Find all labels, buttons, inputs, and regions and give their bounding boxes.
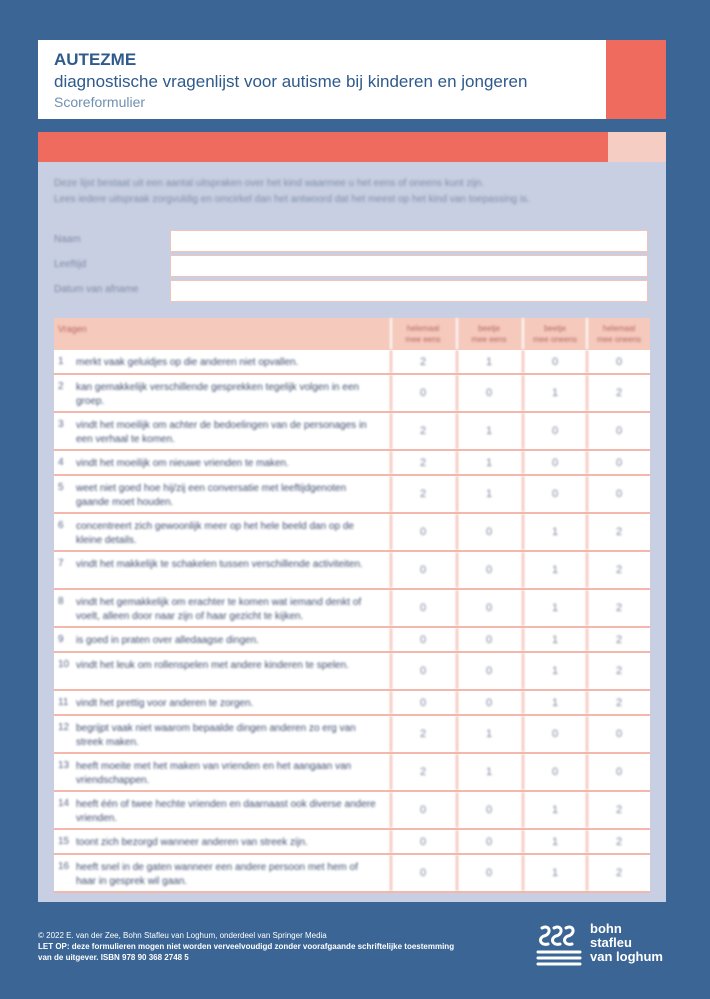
age-label: Leeftijd <box>54 259 87 270</box>
question-text: concentreert zich gewoonlijk meer op het hele beeld dan op de kleine details. <box>76 521 354 546</box>
instructions-line-2: Lees iedere uitspraak zorgvuldig en omcirkel dan het antwoord dat het meest op het kind van toepassing is. <box>54 194 530 205</box>
score-cell[interactable]: 0 <box>456 691 520 714</box>
name-label: Naam <box>54 234 81 245</box>
table-row <box>54 476 650 514</box>
age-field-row <box>54 255 650 277</box>
instructions <box>54 176 644 208</box>
score-cell[interactable]: 1 <box>456 413 520 449</box>
score-cell[interactable]: 0 <box>586 350 650 373</box>
question-text: heeft één of twee hechte vrienden en daarnaast ook diverse andere vrienden. <box>76 799 376 824</box>
score-cell[interactable]: 1 <box>522 792 586 828</box>
question-number: 3 <box>58 419 64 430</box>
score-cell[interactable]: 0 <box>586 716 650 752</box>
name-field[interactable] <box>170 230 648 252</box>
question-number: 8 <box>58 596 64 607</box>
date-field[interactable] <box>170 280 648 302</box>
score-cell[interactable]: 0 <box>586 413 650 449</box>
score-cell[interactable]: 0 <box>390 514 454 550</box>
score-cell[interactable]: 1 <box>522 855 586 891</box>
logo-mark-icon <box>536 922 584 966</box>
score-cell[interactable]: 0 <box>456 628 520 651</box>
score-cell[interactable]: 0 <box>456 855 520 891</box>
question-text: vindt het gemakkelijk om erachter te komen wat iemand denkt of voelt, alleen door naar zijn of haar gezicht te kijken. <box>76 597 362 622</box>
table-row <box>54 628 650 653</box>
score-cell[interactable]: 2 <box>586 514 650 550</box>
question-text: merkt vaak geluidjes op die anderen niet opvallen. <box>76 357 299 368</box>
score-cell[interactable]: 0 <box>456 792 520 828</box>
score-cell[interactable]: 0 <box>586 476 650 512</box>
score-cell[interactable]: 1 <box>456 451 520 474</box>
card-accent-bar-end <box>608 132 666 162</box>
table-row <box>54 716 650 754</box>
score-cell[interactable]: 1 <box>456 754 520 790</box>
score-cell[interactable]: 1 <box>522 514 586 550</box>
score-cell[interactable]: 2 <box>586 855 650 891</box>
question-text: toont zich bezorgd wanneer anderen van streek zijn. <box>76 837 308 848</box>
question-text: heeft moeite met het maken van vrienden en het aangaan van vriendschappen. <box>76 761 352 786</box>
table-body <box>54 350 650 893</box>
score-cell[interactable]: 0 <box>390 552 454 588</box>
question-number: 10 <box>58 659 70 670</box>
score-cell[interactable]: 1 <box>522 691 586 714</box>
question-text: vindt het makkelijk te schakelen tussen verschillende activiteiten. <box>76 559 363 570</box>
score-cell[interactable]: 2 <box>390 413 454 449</box>
score-cell[interactable]: 0 <box>456 830 520 853</box>
score-cell[interactable]: 0 <box>390 830 454 853</box>
column-header-slightly-disagree: beetje mee oneens <box>522 318 586 350</box>
score-cell[interactable]: 2 <box>390 350 454 373</box>
score-cell[interactable]: 2 <box>586 792 650 828</box>
date-label: Datum van afname <box>54 284 139 295</box>
question-text: heeft snel in de gaten wanneer een andere persoon met hem of haar in gesprek wil gaan. <box>76 862 358 887</box>
score-cell[interactable]: 0 <box>390 691 454 714</box>
question-number: 12 <box>58 722 70 733</box>
publisher-logo <box>536 920 670 970</box>
form-card <box>38 132 666 902</box>
table-row <box>54 792 650 830</box>
question-text: vindt het leuk om rollenspelen met andere kinderen te spelen. <box>76 660 349 671</box>
question-number: 7 <box>58 558 64 569</box>
column-header-slightly-agree: beetje mee eens <box>456 318 520 350</box>
score-cell[interactable]: 0 <box>586 754 650 790</box>
table-header <box>54 318 650 350</box>
score-cell[interactable]: 0 <box>456 514 520 550</box>
score-cell[interactable]: 2 <box>586 375 650 411</box>
score-cell[interactable]: 1 <box>456 350 520 373</box>
score-cell[interactable]: 0 <box>522 716 586 752</box>
score-cell[interactable]: 2 <box>586 830 650 853</box>
question-number: 2 <box>58 381 64 392</box>
table-row <box>54 754 650 792</box>
score-cell[interactable]: 2 <box>586 653 650 689</box>
copyright-text: © 2022 E. van der Zee, Bohn Stafleu van Loghum, onderdeel van Springer Media <box>38 931 327 940</box>
score-cell[interactable]: 1 <box>522 628 586 651</box>
question-column-header: Vragen <box>58 324 87 334</box>
score-cell[interactable]: 1 <box>522 552 586 588</box>
table-row <box>54 514 650 552</box>
score-cell[interactable]: 0 <box>456 590 520 626</box>
question-text: vindt het prettig voor anderen te zorgen. <box>76 698 254 709</box>
column-header-fully-agree: helemaal mee eens <box>390 318 454 350</box>
table-row <box>54 855 650 893</box>
question-number: 14 <box>58 798 70 809</box>
table-row <box>54 451 650 476</box>
score-cell[interactable]: 2 <box>586 590 650 626</box>
score-cell[interactable]: 0 <box>522 413 586 449</box>
question-number: 13 <box>58 760 70 771</box>
score-cell[interactable]: 0 <box>390 855 454 891</box>
score-cell[interactable]: 0 <box>390 653 454 689</box>
question-number: 6 <box>58 520 64 531</box>
score-cell[interactable]: 0 <box>522 476 586 512</box>
footer <box>38 930 458 963</box>
score-cell[interactable]: 1 <box>522 375 586 411</box>
table-row <box>54 653 650 691</box>
question-text: kan gemakkelijk verschillende gesprekken tegelijk volgen in een groep. <box>76 382 359 407</box>
header-accent-block <box>606 40 666 119</box>
table-row <box>54 691 650 716</box>
score-cell[interactable]: 0 <box>456 653 520 689</box>
question-text: is goed in praten over alledaagse dingen. <box>76 635 259 646</box>
score-cell[interactable]: 0 <box>522 350 586 373</box>
question-number: 11 <box>58 697 69 708</box>
column-header-fully-disagree: helemaal mee oneens <box>586 318 650 350</box>
score-cell[interactable]: 0 <box>390 375 454 411</box>
score-cell[interactable]: 1 <box>456 476 520 512</box>
score-table <box>54 318 650 893</box>
table-row <box>54 830 650 855</box>
question-number: 1 <box>58 356 64 367</box>
score-cell[interactable]: 2 <box>586 691 650 714</box>
age-field[interactable] <box>170 255 648 277</box>
instructions-line-1: Deze lijst bestaat uit een aantal uitspraken over het kind waarmee u het eens of oneens kunt zijn. <box>54 178 485 189</box>
score-cell[interactable]: 2 <box>390 716 454 752</box>
score-cell[interactable]: 0 <box>390 628 454 651</box>
question-number: 4 <box>58 457 64 468</box>
form-subtitle: diagnostische vragenlijst voor autisme bij kinderen en jongeren <box>54 72 528 91</box>
question-number: 16 <box>58 861 70 872</box>
form-title: AUTEZME <box>54 50 137 69</box>
score-cell[interactable]: 1 <box>522 653 586 689</box>
name-field-row <box>54 230 650 252</box>
score-cell[interactable]: 0 <box>390 590 454 626</box>
table-row <box>54 590 650 628</box>
logo-wordmark: bohn stafleu van loghum <box>590 921 663 964</box>
form-name: Scoreformulier <box>54 94 146 110</box>
score-cell[interactable]: 1 <box>522 830 586 853</box>
question-text: vindt het moeilijk om achter de bedoelingen van de personages in een verhaal te komen. <box>76 420 367 445</box>
score-cell[interactable]: 1 <box>456 716 520 752</box>
score-cell[interactable]: 1 <box>522 590 586 626</box>
score-cell[interactable]: 0 <box>522 754 586 790</box>
score-cell[interactable]: 2 <box>390 754 454 790</box>
copyright-warning: LET OP: deze formulieren mogen niet worden verveelvoudigd zonder voorafgaande schriftelijke toestemming van de uitgever. ISBN 978 90 368 2748 5 <box>38 942 455 962</box>
header <box>38 40 606 119</box>
card-accent-bar <box>38 132 608 162</box>
score-cell[interactable]: 2 <box>390 451 454 474</box>
score-cell[interactable]: 2 <box>390 476 454 512</box>
table-row <box>54 552 650 590</box>
question-text: begrijpt vaak niet waarom bepaalde dingen anderen zo erg van streek maken. <box>76 723 356 748</box>
question-number: 5 <box>58 482 64 493</box>
date-field-row <box>54 280 650 302</box>
table-row <box>54 375 650 413</box>
table-row <box>54 350 650 375</box>
score-cell[interactable]: 0 <box>522 451 586 474</box>
question-number: 15 <box>58 836 70 847</box>
score-cell[interactable]: 0 <box>456 552 520 588</box>
score-cell[interactable]: 2 <box>586 628 650 651</box>
score-cell[interactable]: 2 <box>586 552 650 588</box>
table-row <box>54 413 650 451</box>
score-cell[interactable]: 0 <box>456 375 520 411</box>
question-text: vindt het moeilijk om nieuwe vrienden te maken. <box>76 458 289 469</box>
question-text: weet niet goed hoe hij/zij een conversatie met leeftijdgenoten gaande moet houden. <box>76 483 347 508</box>
score-cell[interactable]: 0 <box>586 451 650 474</box>
score-cell[interactable]: 0 <box>390 792 454 828</box>
question-number: 9 <box>58 634 64 645</box>
